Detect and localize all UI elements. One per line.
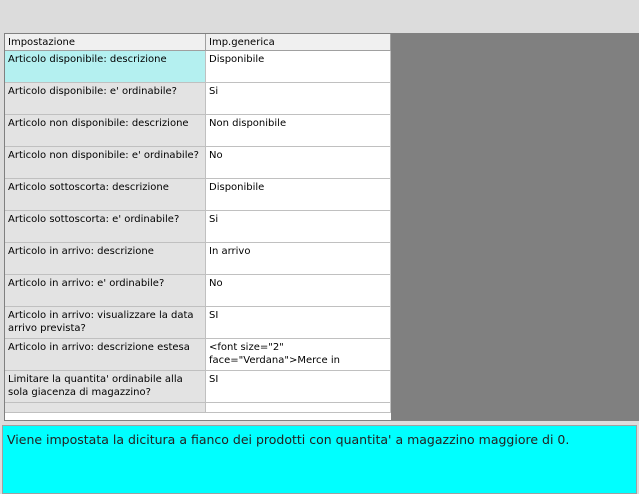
setting-name-cell[interactable]: Articolo sottoscorta: e' ordinabile?: [5, 211, 206, 243]
table-row[interactable]: [5, 211, 391, 243]
table-row[interactable]: [5, 307, 391, 339]
table-row[interactable]: [5, 147, 391, 179]
table-row[interactable]: [5, 243, 391, 275]
setting-value-cell[interactable]: Si: [206, 83, 391, 115]
table-row[interactable]: [5, 179, 391, 211]
setting-value-cell[interactable]: Si: [206, 211, 391, 243]
table-row[interactable]: [5, 339, 391, 371]
setting-value-cell[interactable]: No: [206, 275, 391, 307]
setting-value-cell[interactable]: Non disponibile: [206, 115, 391, 147]
table-row[interactable]: [5, 51, 391, 83]
column-header-imp-generica[interactable]: Imp.generica: [206, 34, 391, 51]
setting-value-cell[interactable]: No: [206, 147, 391, 179]
setting-name-cell[interactable]: Limitare la quantita' ordinabile alla sola giacenza di magazzino?: [5, 371, 206, 403]
setting-name-cell[interactable]: Articolo in arrivo: e' ordinabile?: [5, 275, 206, 307]
empty-grid-area: [392, 33, 639, 421]
setting-name-cell[interactable]: Articolo in arrivo: visualizzare la data arrivo prevista?: [5, 307, 206, 339]
setting-name-cell[interactable]: Articolo in arrivo: descrizione: [5, 243, 206, 275]
table-row[interactable]: [5, 115, 391, 147]
settings-table: [5, 34, 391, 413]
setting-value-cell[interactable]: SI: [206, 307, 391, 339]
setting-name-cell[interactable]: [5, 403, 206, 413]
table-row-partial[interactable]: [5, 403, 391, 413]
description-panel: [2, 425, 637, 494]
setting-name-cell[interactable]: Articolo disponibile: e' ordinabile?: [5, 83, 206, 115]
table-row[interactable]: [5, 371, 391, 403]
setting-name-cell[interactable]: Articolo non disponibile: e' ordinabile?: [5, 147, 206, 179]
settings-grid: [4, 33, 392, 421]
setting-value-cell[interactable]: Disponibile: [206, 179, 391, 211]
header-row: [5, 34, 391, 51]
description-text: Viene impostata la dicitura a fianco dei prodotti con quantita' a magazzino maggiore di 0.: [7, 432, 570, 447]
setting-value-cell[interactable]: SI: [206, 371, 391, 403]
setting-value-cell[interactable]: Disponibile: [206, 51, 391, 83]
setting-name-cell[interactable]: Articolo sottoscorta: descrizione: [5, 179, 206, 211]
column-header-impostazione[interactable]: Impostazione: [5, 34, 206, 51]
setting-name-cell[interactable]: Articolo disponibile: descrizione: [5, 51, 206, 83]
setting-value-cell[interactable]: In arrivo: [206, 243, 391, 275]
table-row[interactable]: [5, 83, 391, 115]
table-row[interactable]: [5, 275, 391, 307]
setting-name-cell[interactable]: Articolo in arrivo: descrizione estesa: [5, 339, 206, 371]
setting-value-cell[interactable]: <font size="2" face="Verdana">Merce in: [206, 339, 391, 371]
setting-value-cell[interactable]: [206, 403, 391, 413]
setting-name-cell[interactable]: Articolo non disponibile: descrizione: [5, 115, 206, 147]
